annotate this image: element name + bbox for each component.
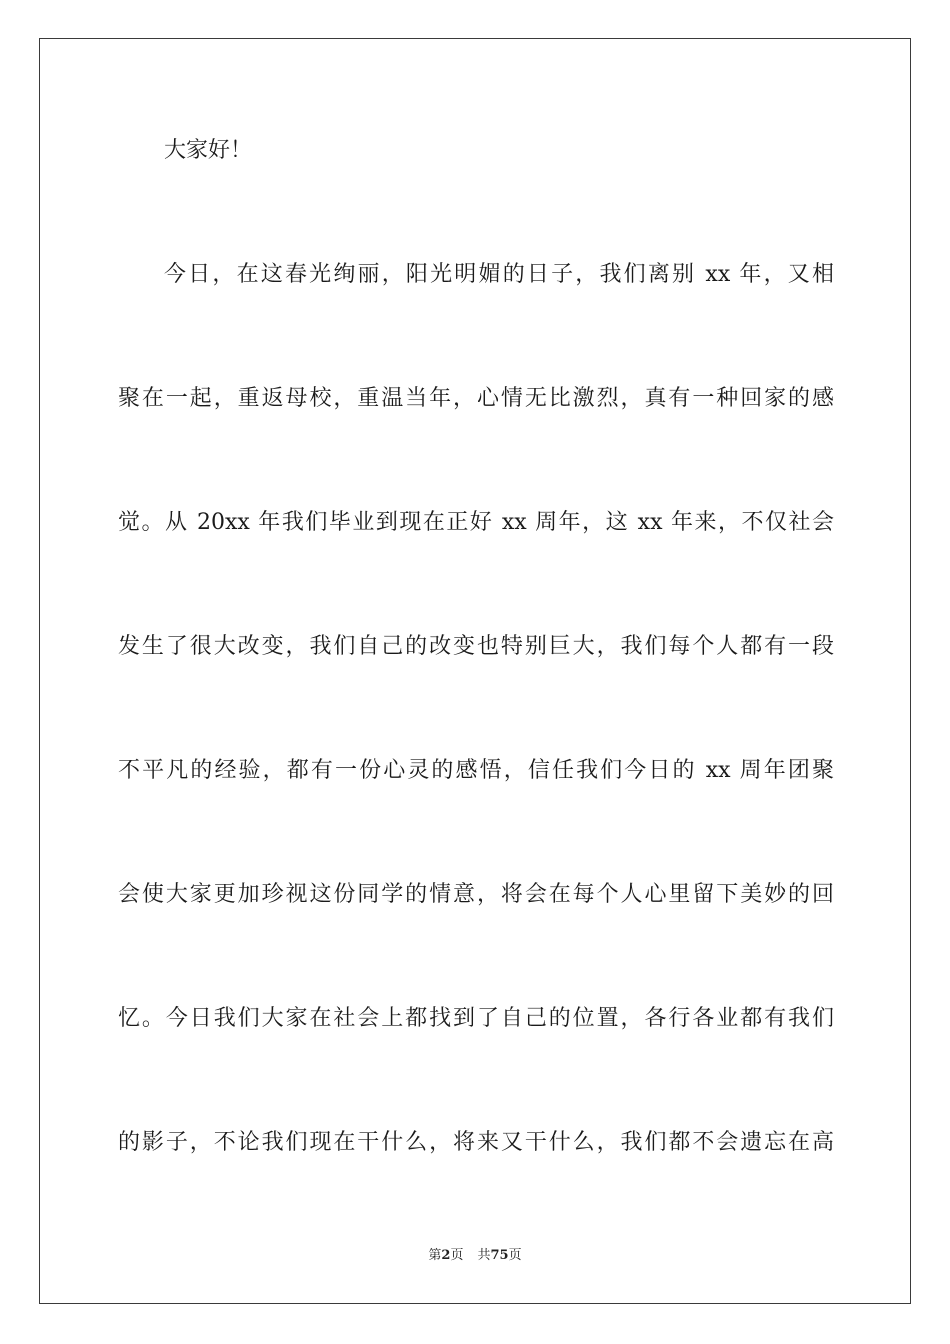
paragraph-line-6: 会使大家更加珍视这份同学的情意，将会在每个人心里留下美妙的回	[118, 882, 834, 907]
page-footer	[0, 1247, 950, 1265]
paragraph-line-3: 觉。从 20xx 年我们毕业到现在正好 xx 周年，这 xx 年来，不仅社会	[118, 510, 834, 535]
paragraph-line-5: 不平凡的经验，都有一份心灵的感悟，信任我们今日的 xx 周年团聚	[118, 758, 834, 783]
paragraph-line-8: 的影子，不论我们现在干什么，将来又干什么，我们都不会遗忘在高	[118, 1130, 834, 1155]
page-border	[39, 38, 911, 1304]
total-pages: 75	[490, 1248, 509, 1263]
paragraph-line-1: 今日，在这春光绚丽，阳光明媚的日子，我们离别 xx 年，又相	[164, 262, 834, 287]
page-prefix: 第	[428, 1248, 442, 1263]
paragraph-line-2: 聚在一起，重返母校，重温当年，心情无比激烈，真有一种回家的感	[118, 386, 834, 411]
total-prefix: 共	[477, 1248, 491, 1263]
paragraph-line-7: 忆。今日我们大家在社会上都找到了自己的位置，各行各业都有我们	[118, 1006, 834, 1031]
greeting-text: 大家好！	[164, 138, 253, 163]
page-suffix: 页	[450, 1248, 464, 1263]
page-number: 2	[441, 1248, 451, 1263]
total-suffix: 页	[508, 1248, 522, 1263]
paragraph-line-4: 发生了很大改变，我们自己的改变也特别巨大，我们每个人都有一段	[118, 634, 834, 659]
